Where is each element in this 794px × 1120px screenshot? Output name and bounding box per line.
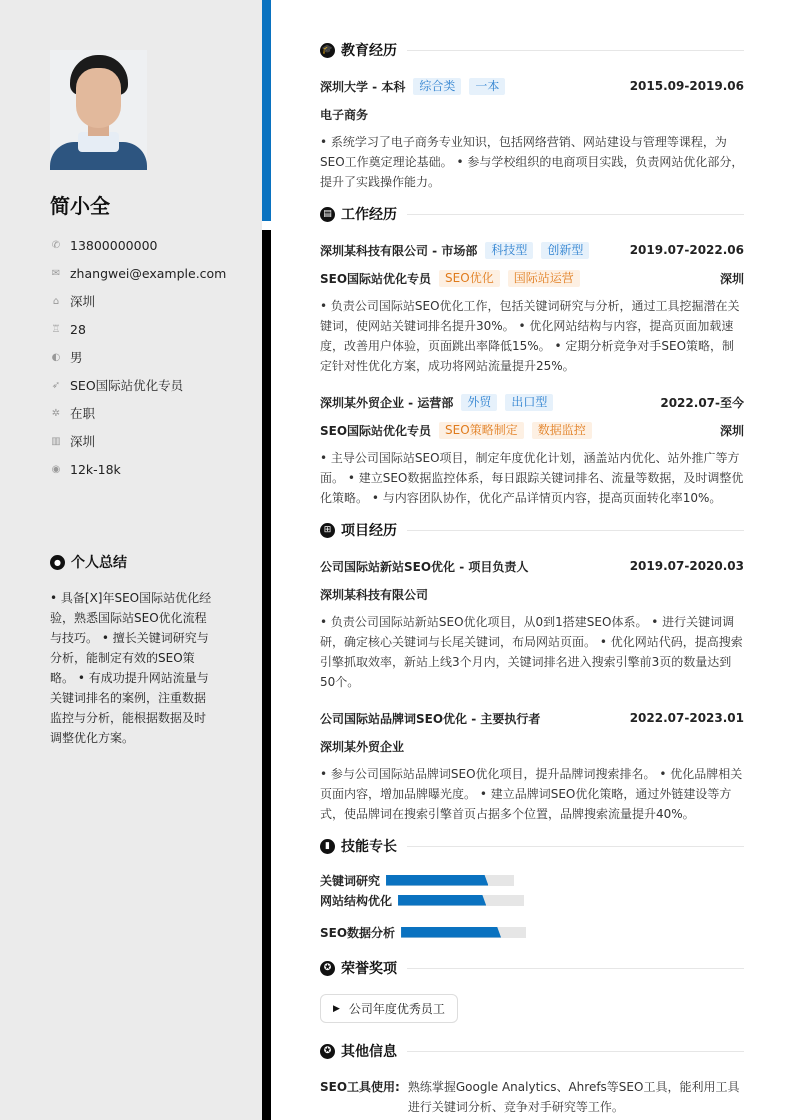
education-row (320, 76, 744, 96)
work-city: 深圳 (719, 423, 744, 438)
contact-info-item (50, 231, 226, 259)
bar-chart-icon: ▮ (320, 839, 335, 854)
company-tag: 科技型 (485, 242, 533, 259)
position-tag: SEO优化 (439, 270, 500, 287)
projects-section (320, 518, 744, 824)
education-date: 2015.09-2019.06 (629, 79, 744, 93)
skill-progress-track (386, 875, 514, 886)
skills-heading (320, 834, 744, 858)
skill-item (320, 922, 526, 942)
mail-icon: ✉ (51, 267, 61, 279)
other-label: SEO工具使用: (320, 1080, 400, 1094)
skills-section (320, 834, 744, 942)
award-item (320, 994, 458, 1023)
section-title: 工作经历 (341, 207, 397, 223)
work-city: 深圳 (719, 271, 744, 286)
contact-info-item (50, 399, 226, 427)
project-row (320, 556, 744, 576)
company-tag: 外贸 (461, 394, 497, 411)
accent-bar-black (262, 230, 271, 1120)
accent-bar-blue (262, 0, 271, 221)
work-date: 2019.07-2022.06 (629, 243, 744, 257)
summary-text: • 具备[X]年SEO国际站优化经验，熟悉国际站SEO优化流程与技巧。 • 擅长关键词研究与分析，能制定有效的SEO策略。 • 有成功提升网站流量与关键词排名的案例，注重数据监控与分析，能根据数据及时调整优化方案。 (50, 591, 212, 745)
project-desc: • 参与公司国际站品牌词SEO优化项目，提升品牌词搜索排名。 • 优化品牌相关页面内容，增加品牌曝光度。 • 建立品牌词SEO优化策略，通过外链建设等方式，使品牌词在搜索引擎首页占据多个位置，品牌搜索流量提升40%。 (320, 767, 743, 821)
contact-info-item (50, 287, 226, 315)
briefcase-icon: ▤ (320, 207, 335, 222)
contact-info-value: 在职 (70, 406, 96, 421)
awards-section (320, 956, 744, 1023)
status-icon: ✲ (51, 407, 61, 419)
work-company-row (320, 392, 744, 412)
info-badge-icon: ✪ (320, 1044, 335, 1059)
work-date: 2022.07-至今 (660, 395, 744, 410)
award-icon: ✪ (320, 961, 335, 976)
work-desc: • 负责公司国际站SEO优化工作，包括关键词研究与分析，通过工具挖掘潜在关键词，使网站关键词排名提升30%。 • 优化网站结构与内容，提高页面加载速度，改善用户体验，页面跳出率降低15%。 • 定期分析竞争对手SEO策略，制定针对性优化方案，成功将网站流量提升25%。 (320, 299, 740, 373)
contact-info-item (50, 427, 226, 455)
contact-info-value: 13800000000 (70, 237, 158, 253)
project-org: 深圳某外贸企业 (320, 739, 405, 754)
work-heading (320, 202, 744, 226)
education-heading (320, 38, 744, 62)
other-info-row (320, 1077, 744, 1117)
company-name: 深圳某科技有限公司 - 市场部 (320, 243, 478, 258)
position-tag: 国际站运营 (508, 270, 580, 287)
candidate-name: 简小全 (50, 194, 110, 218)
skill-progress-track (398, 895, 524, 906)
project-date: 2019.07-2020.03 (629, 559, 744, 573)
company-tag: 出口型 (505, 394, 553, 411)
education-section (320, 38, 744, 192)
section-divider (407, 968, 744, 969)
project-date: 2022.07-2023.01 (629, 711, 744, 725)
contact-info-value: SEO国际站优化专员 (70, 378, 184, 393)
contact-info-item (50, 259, 226, 287)
skill-item (320, 890, 524, 910)
skill-progress-fill (386, 875, 488, 886)
other-section (320, 1039, 744, 1117)
projects-heading (320, 518, 744, 542)
section-title: 教育经历 (341, 43, 397, 59)
work-position-row (320, 268, 744, 288)
skill-item (320, 870, 514, 890)
salary-icon: ◉ (51, 463, 61, 475)
contact-info-value: 深圳 (70, 294, 96, 309)
education-desc: • 系统学习了电子商务专业知识，包括网络营销、网站建设与管理等课程，为SEO工作奠定理论基础。 • 参与学校组织的电商项目实践，负责网站优化部分，提升了实践操作能力。 (320, 135, 744, 189)
position-tag: SEO策略制定 (439, 422, 524, 439)
position-name: SEO国际站优化专员 (320, 423, 432, 438)
company-tag: 创新型 (541, 242, 589, 259)
major: 电子商务 (320, 107, 369, 122)
summary-title: 个人总结 (71, 555, 127, 571)
job-icon: ➶ (51, 379, 61, 391)
other-heading (320, 1039, 744, 1063)
other-value: 熟练掌握Google Analytics、Ahrefs等SEO工具，能利用工具进行关键词分析、竞争对手研究等工作。 (407, 1080, 740, 1114)
contact-info-item (50, 455, 226, 483)
summary-heading (50, 552, 127, 572)
project-row (320, 708, 744, 728)
company-name: 深圳某外贸企业 - 运营部 (320, 395, 454, 410)
contact-info-list (50, 231, 226, 483)
section-divider (407, 214, 744, 215)
work-section (320, 202, 744, 508)
user-icon: ● (50, 555, 65, 570)
project-name: 公司国际站新站SEO优化 - 项目负责人 (320, 559, 529, 574)
skill-label: 网站结构优化 (320, 893, 393, 908)
section-title: 项目经历 (341, 523, 397, 539)
project-org: 深圳某科技有限公司 (320, 587, 429, 602)
skill-progress-fill (398, 895, 486, 906)
contact-info-value: zhangwei@example.com (70, 265, 227, 281)
school-name: 深圳大学 - 本科 (320, 79, 406, 94)
school-tag: 一本 (469, 78, 505, 95)
position-name: SEO国际站优化专员 (320, 271, 432, 286)
section-title: 荣誉奖项 (341, 961, 397, 977)
skill-progress-fill (401, 927, 501, 938)
section-title: 其他信息 (341, 1044, 397, 1060)
photo-face (76, 68, 121, 128)
contact-info-value: 12k-18k (70, 461, 121, 477)
contact-info-item (50, 371, 226, 399)
phone-icon: ✆ (51, 239, 61, 251)
awards-heading (320, 956, 744, 980)
section-divider (407, 846, 744, 847)
sidebar (0, 0, 262, 1120)
contact-info-value: 深圳 (70, 434, 96, 449)
triangle-right-icon: ▶ (333, 1003, 340, 1014)
graduation-cap-icon: 🎓 (320, 43, 335, 58)
work-desc: • 主导公司国际站SEO项目，制定年度优化计划，涵盖站内优化、站外推广等方面。 • 建立SEO数据监控体系，每日跟踪关键词排名、流量等数据，及时调整优化策略。 • 与内容团队协作，优化产品详情页内容，提高页面转化率10%。 (320, 451, 744, 505)
section-divider (407, 1051, 744, 1052)
skills-list (320, 870, 744, 942)
age-icon: ♖ (51, 323, 61, 335)
home-icon: ⌂ (52, 295, 60, 307)
avatar-photo (50, 50, 147, 170)
section-divider (407, 50, 744, 51)
section-title: 技能专长 (341, 839, 397, 855)
contact-info-item (50, 343, 226, 371)
contact-info-value: 28 (70, 321, 86, 337)
project-name: 公司国际站品牌词SEO优化 - 主要执行者 (320, 711, 541, 726)
section-divider (407, 530, 744, 531)
main-content (320, 38, 744, 1117)
grid-icon: ⊞ (320, 523, 335, 538)
school-tag: 综合类 (413, 78, 461, 95)
project-desc: • 负责公司国际站新站SEO优化项目，从0到1搭建SEO体系。 • 进行关键词调研，确定核心关键词与长尾关键词，布局网站页面。 • 优化网站代码，提高搜索引擎抓取效率，新站上线3个月内，关键词排名进入搜索引擎前3页的数量达到50个。 (320, 615, 743, 689)
position-tag: 数据监控 (532, 422, 592, 439)
award-label: 公司年度优秀员工 (348, 1002, 445, 1016)
skill-progress-track (401, 927, 526, 938)
skill-label: 关键词研究 (320, 873, 381, 888)
city-icon: ▥ (51, 435, 61, 447)
work-position-row (320, 420, 744, 440)
contact-info-item (50, 315, 226, 343)
gender-icon: ◐ (51, 351, 61, 363)
contact-info-value: 男 (70, 350, 83, 365)
work-company-row (320, 240, 744, 260)
skill-label: SEO数据分析 (320, 925, 396, 940)
